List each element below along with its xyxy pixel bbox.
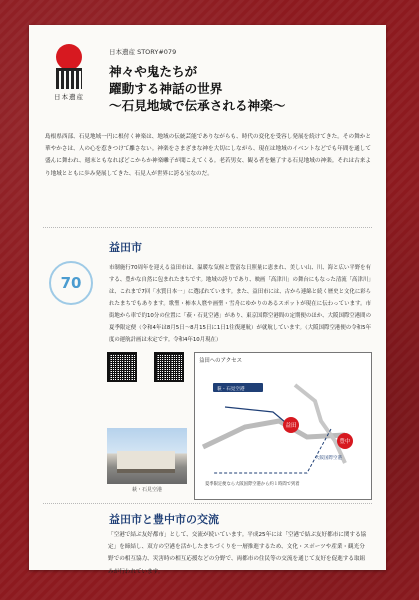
map-airport2-label: 大阪国際空港: [315, 456, 342, 461]
exchange-paragraph: 「空港で結ぶ友好都市」として、交流が続いています。平成25年には「空港で結ぶ友好都市に関する協定」を締結し、双方の空港を活かしたまちづくりを一層推進するため、文化・スポーツや産業・観光分野での相互協力、災害時の相互応援などの分野で、両都市の住民等の交流を通じて友好を促進する取組みが行われています。: [108, 532, 367, 575]
section-title-masuda: 益田市: [109, 241, 142, 254]
logo-text: 日本遺産: [54, 93, 84, 101]
title-line-2: 躍動する神話の世界: [109, 81, 223, 96]
japan-heritage-logo: [49, 44, 89, 101]
story-number: 日本遺産 STORY#079: [109, 48, 177, 56]
gate-icon: [56, 68, 82, 89]
sun-icon: [56, 44, 82, 70]
map-airport-label: 萩・石見空港: [217, 386, 245, 392]
airport-building: [117, 451, 175, 473]
title-line-1: 神々や鬼たちが: [109, 64, 198, 79]
qr-block-2[interactable]: [154, 352, 184, 382]
page-title: [109, 63, 285, 114]
section-divider: [43, 503, 372, 504]
map-note: 夏季限定便なら大阪国際空港から約１時間で到着: [205, 482, 300, 487]
section-title-exchange: 益田市と豊中市の交流: [109, 513, 219, 526]
qr-block-1[interactable]: [107, 352, 137, 382]
qr-code-icon[interactable]: [154, 352, 184, 382]
anniversary-badge: [49, 261, 93, 305]
map-city-toyonaka: 豊中: [339, 439, 351, 446]
airport-photo: [107, 428, 187, 484]
title-line-3: 〜石見地域で伝承される神楽〜: [109, 98, 286, 113]
intro-paragraph: 島根県西部、石見地域一円に根付く神楽は、地域の伝統芸能でありながらも、時代の変化を受容し発展を続けてきた。その舞かと華やかさは、人の心を惹きつけて離さない。神楽をさまざまな神を大切にしながら、現在は地域のイベントなどでも年間を通して盛んに舞われ、週末ともなればどこからか神楽囃子が聞こえてくる。老若男女、観る者を魅了する石見地域の神楽。それは古来より地域とともに歩み発展してきた、石見人が世界に誇る宝なのだ。: [45, 134, 371, 177]
access-map: [194, 352, 372, 500]
qr-code-icon[interactable]: [107, 352, 137, 382]
section-divider: [43, 227, 372, 228]
badge-number: 70: [60, 274, 82, 292]
map-city-masuda: 益田: [285, 423, 297, 430]
map-graphic: [195, 367, 371, 491]
document-page: [29, 25, 386, 575]
map-header: 益田へのアクセス: [199, 358, 242, 364]
photo-caption: 萩・石見空港: [131, 487, 162, 493]
masuda-paragraph: 市制施行70周年を迎える益田市は、温暖な気候と豊富な日照量に恵まれ、美しい山、川、海と広い平野を有する、豊かな自然に包まれたまちです。地域の誇りであり、映画「高津川」の舞台にもなった清流「高津川」は、これまで7回「水質日本一」に選ばれています。また、益田市には、古から連綿と続く歴史と文化に彩られたまちでもあります。歌聖・柿本人麿や画聖・雪舟にゆかりのあるスポットが現在に伝わっています。市街地から車で約10分の位置に「萩・石見空港」があり、東京国際空港間の定期便のほか、大阪国際空港間の夏季限定便（令和4年は8月5日〜8月15日に1日1往復運航）が就航しています。（大阪国際空港便の令和5年度の運航計画は未定です。令和4年10月現在）: [109, 265, 371, 343]
